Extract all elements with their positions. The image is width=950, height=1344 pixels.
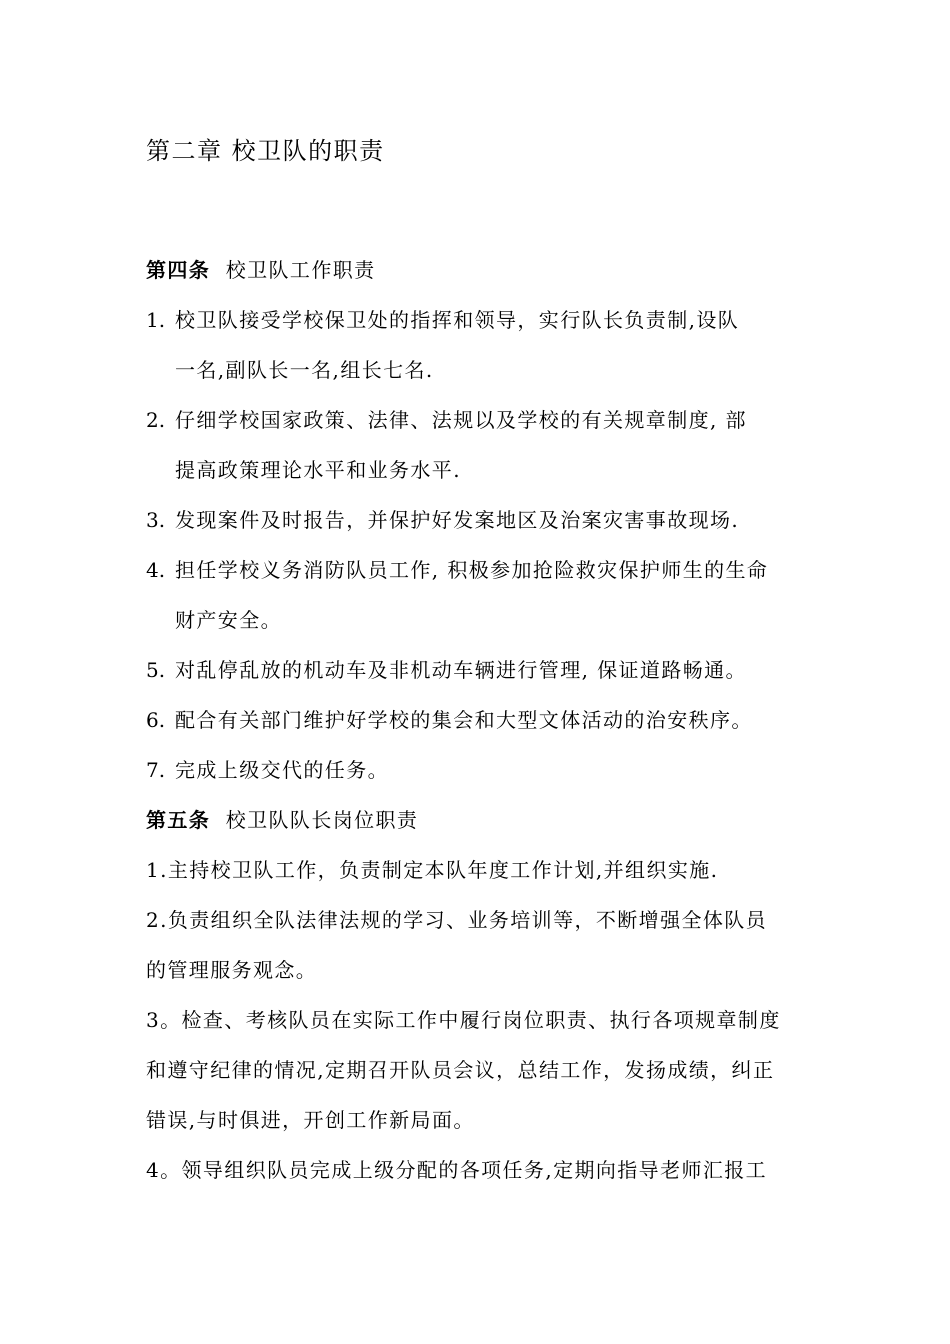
item-number: 6.	[146, 708, 166, 732]
article-5-paragraph-4: 4。领导组织队员完成上级分配的各项任务,定期向指导老师汇报工	[146, 1158, 768, 1182]
article-4-item-3	[146, 506, 739, 534]
item-number: 4.	[146, 558, 166, 582]
article-5-paragraph-3: 3。检查、考核队员在实际工作中履行岗位职责、执行各项规章制度	[146, 1008, 781, 1032]
item-text: 对乱停乱放的机动车及非机动车辆进行管理, 保证道路畅通。	[175, 658, 747, 682]
article-5-paragraph-2-continuation: 的管理服务观念。	[146, 958, 318, 982]
chapter-title: 第二章 校卫队的职责	[146, 137, 385, 165]
item-number: 5.	[146, 658, 166, 682]
article-4-item-2	[146, 406, 747, 434]
article-4-item-7	[146, 756, 389, 784]
article-5-paragraph-2: 2.负责组织全队法律法规的学习、业务培训等，不断增强全体队员	[146, 908, 768, 932]
item-text: 发现案件及时报告，并保护好发案地区及治案灾害事故现场.	[175, 508, 740, 532]
article-5-paragraph-3-continuation: 和遵守纪律的情况,定期召开队员会议，总结工作，发扬成绩，纠正	[146, 1058, 775, 1082]
article-4-item-1-continuation: 一名,副队长一名,组长七名.	[175, 358, 434, 382]
item-text: 校卫队接受学校保卫处的指挥和领导，实行队长负责制,设队	[175, 308, 740, 332]
article-5-title: 校卫队队长岗位职责	[225, 808, 419, 832]
article-5-label: 第五条	[146, 808, 211, 832]
article-4-item-1	[146, 306, 739, 334]
item-number: 1.	[146, 308, 166, 332]
article-5-heading	[146, 806, 418, 834]
item-text: 仔细学校国家政策、法律、法规以及学校的有关规章制度, 部	[175, 408, 747, 432]
item-text: 配合有关部门维护好学校的集会和大型文体活动的治安秩序。	[175, 708, 753, 732]
article-4-title: 校卫队工作职责	[225, 258, 376, 282]
article-5-paragraph-3-continuation: 错误,与时俱进，开创工作新局面。	[146, 1108, 475, 1132]
item-text: 担任学校义务消防队员工作, 积极参加抢险救灾保护师生的生命	[175, 558, 769, 582]
article-5-paragraph-1: 1.主持校卫队工作，负责制定本队年度工作计划,并组织实施.	[146, 858, 719, 882]
item-text: 完成上级交代的任务。	[175, 758, 389, 782]
article-4-heading	[146, 256, 376, 284]
item-number: 2.	[146, 408, 166, 432]
article-4-item-4	[146, 556, 768, 584]
item-number: 3.	[146, 508, 166, 532]
article-4-item-6	[146, 706, 753, 734]
article-4-item-5	[146, 656, 747, 684]
item-number: 7.	[146, 758, 166, 782]
article-4-label: 第四条	[146, 258, 211, 282]
article-4-item-4-continuation: 财产安全。	[175, 608, 282, 632]
article-4-item-2-continuation: 提高政策理论水平和业务水平.	[175, 458, 461, 482]
